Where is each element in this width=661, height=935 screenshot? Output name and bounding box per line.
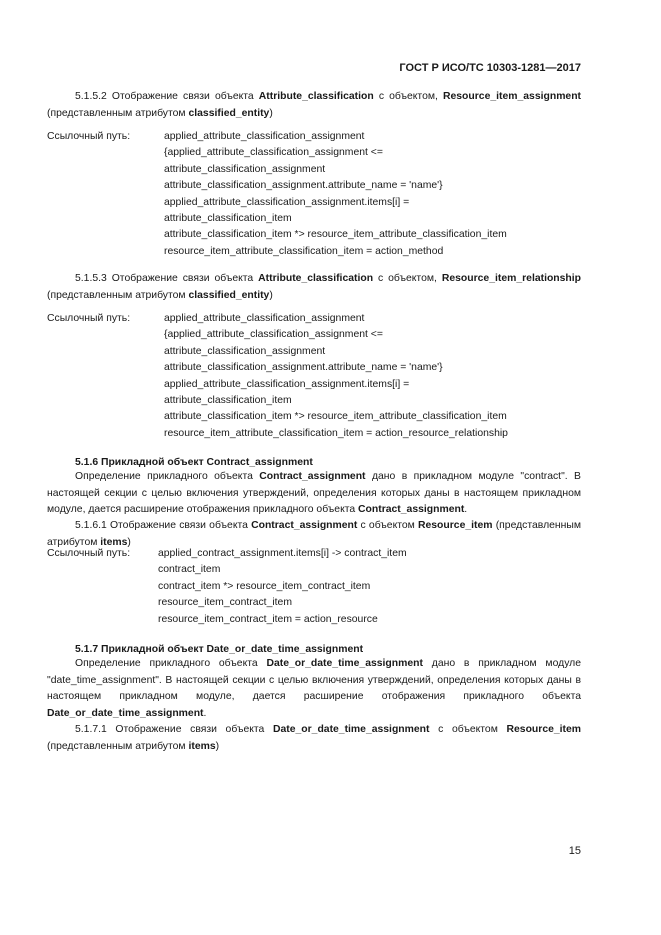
path-line: attribute_classification_item bbox=[164, 394, 292, 406]
path-line: attribute_classification_item bbox=[164, 212, 292, 224]
paragraph-5-1-6: Определение прикладного объекта Contract_assignment дано в прикладном модуле "contract". В настоящей секции с целью включения утверждений, определения которых даны в настоящем прикладном модуле, дается расширение отображения прикладного объекта Contract_assignment. bbox=[47, 471, 581, 515]
path-line: contract_item *> resource_item_contract_item bbox=[158, 580, 371, 592]
path-line: resource_item_contract_item = action_resource bbox=[158, 613, 378, 625]
paragraph-5-1-6-1: 5.1.6.1 Отображение связи объекта Contract_assignment с объектом Resource_item (представленным атрибутом items) bbox=[47, 520, 582, 548]
path-line: resource_item_attribute_classification_item = action_resource_relationship bbox=[164, 427, 508, 439]
path-line: applied_attribute_classification_assignment bbox=[164, 131, 365, 142]
reference-path-1 bbox=[164, 129, 507, 260]
path-line: {applied_attribute_classification_assignment <= bbox=[164, 329, 383, 341]
path-line: contract_item bbox=[158, 564, 221, 576]
path-line: {applied_attribute_classification_assignment <= bbox=[164, 147, 383, 159]
path-line: applied_attribute_classification_assignment bbox=[164, 313, 365, 324]
paragraph-5-1-7: Определение прикладного объекта Date_or_date_time_assignment дано в прикладном модуле "date_time_assignment". В настоящей секции с целью включения утверждений, определения которых даны в настоящем прикладном модуле, дается расширение отображения прикладного объекта Date_or_date_time_assignment. bbox=[47, 658, 581, 719]
page-number: 15 bbox=[568, 845, 581, 857]
heading-5-1-6: 5.1.6 Прикладной объект Contract_assignment bbox=[75, 457, 313, 468]
path-label-3: Ссылочный путь: bbox=[47, 548, 131, 559]
path-line: resource_item_contract_item bbox=[158, 597, 292, 609]
path-line: attribute_classification_assignment.attribute_name = 'name'} bbox=[164, 180, 443, 192]
path-line: resource_item_attribute_classification_item = action_method bbox=[164, 245, 444, 257]
paragraph-5-1-5-2: 5.1.5.2 Отображение связи объекта Attribute_classification с объектом, Resource_item_assignment (представленным атрибутом classified_entity) bbox=[47, 91, 582, 119]
reference-path-2 bbox=[164, 311, 508, 442]
heading-5-1-7: 5.1.7 Прикладной объект Date_or_date_time_assignment bbox=[75, 644, 364, 655]
path-line: attribute_classification_assignment bbox=[164, 163, 326, 175]
path-line: attribute_classification_item *> resource_item_attribute_classification_item bbox=[164, 411, 507, 423]
path-line: attribute_classification_assignment bbox=[164, 345, 326, 357]
path-label-2: Ссылочный путь: bbox=[47, 313, 131, 324]
path-label-1: Ссылочный путь: bbox=[47, 131, 131, 142]
path-line: applied_attribute_classification_assignment.items[i] = bbox=[164, 378, 410, 390]
reference-path-3 bbox=[158, 546, 407, 628]
paragraph-5-1-7-1: 5.1.7.1 Отображение связи объекта Date_or_date_time_assignment с объектом Resource_item (представленным атрибутом items) bbox=[47, 724, 582, 752]
paragraph-5-1-5-3: 5.1.5.3 Отображение связи объекта Attribute_classification с объектом, Resource_item_relationship (представленным атрибутом classified_entity) bbox=[47, 273, 582, 301]
path-line: applied_contract_assignment.items[i] -> contract_item bbox=[158, 548, 407, 559]
path-line: attribute_classification_assignment.attribute_name = 'name'} bbox=[164, 362, 443, 374]
document-header: ГОСТ Р ИСО/ТС 10303-1281—2017 bbox=[399, 62, 581, 74]
path-line: applied_attribute_classification_assignment.items[i] = bbox=[164, 196, 410, 208]
path-line: attribute_classification_item *> resource_item_attribute_classification_item bbox=[164, 229, 507, 241]
